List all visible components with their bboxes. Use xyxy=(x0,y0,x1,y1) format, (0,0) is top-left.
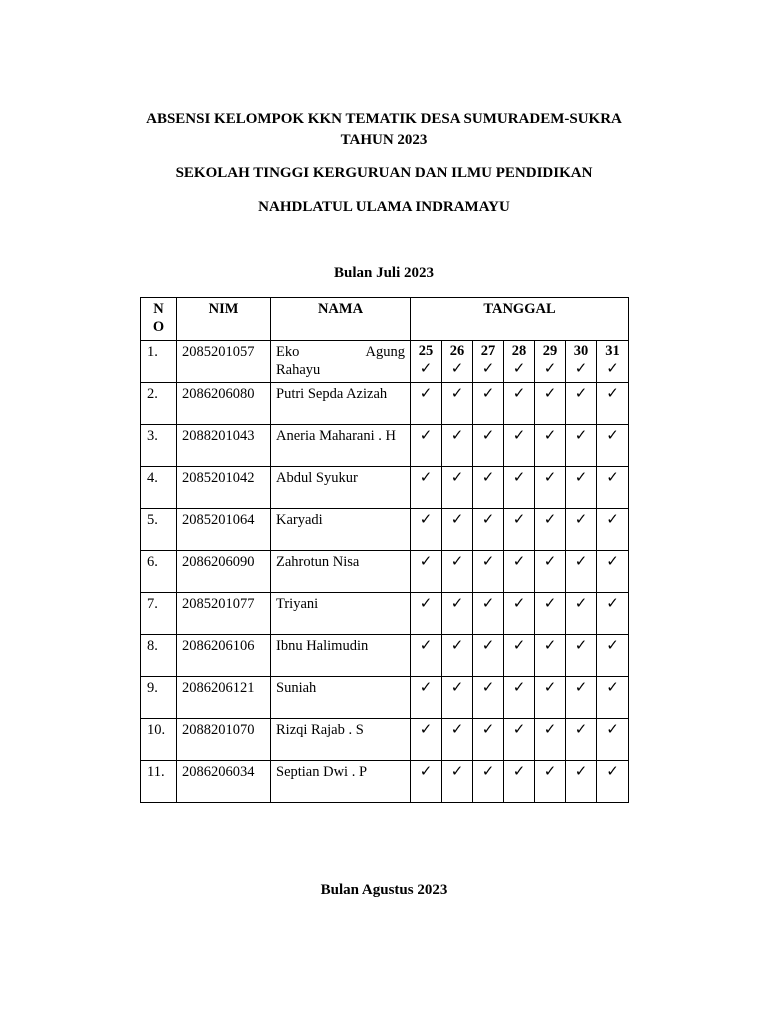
header-tanggal: TANGGAL xyxy=(411,298,629,341)
cell-attendance xyxy=(473,761,504,803)
cell-attendance xyxy=(535,341,566,383)
cell-nama: Ibnu Halimudin xyxy=(271,635,411,677)
cell-nim: 2086206121 xyxy=(177,677,271,719)
cell-nim: 2085201077 xyxy=(177,593,271,635)
cell-attendance xyxy=(597,509,629,551)
table-row xyxy=(141,383,629,425)
check-mark-icon: ✓ xyxy=(574,359,588,377)
table-row xyxy=(141,425,629,467)
cell-no: 8. xyxy=(141,635,177,677)
header-nama: NAMA xyxy=(271,298,411,341)
document-title xyxy=(0,109,768,151)
check-mark-icon: ✓ xyxy=(419,762,433,780)
check-mark-icon: ✓ xyxy=(419,678,433,696)
cell-attendance xyxy=(597,467,629,509)
cell-attendance xyxy=(504,677,535,719)
check-mark-icon: ✓ xyxy=(419,468,433,486)
date-label: 25 xyxy=(418,343,434,359)
cell-attendance xyxy=(442,467,473,509)
check-mark-icon: ✓ xyxy=(512,510,526,528)
check-mark-icon: ✓ xyxy=(512,678,526,696)
check-mark-icon: ✓ xyxy=(481,678,495,696)
table-row xyxy=(141,551,629,593)
cell-attendance xyxy=(411,341,442,383)
cell-attendance xyxy=(473,719,504,761)
check-mark-icon: ✓ xyxy=(450,359,464,377)
date-label: 26 xyxy=(449,343,465,359)
cell-attendance xyxy=(566,761,597,803)
cell-attendance xyxy=(566,677,597,719)
cell-attendance xyxy=(504,719,535,761)
check-mark-icon: ✓ xyxy=(481,552,495,570)
cell-attendance xyxy=(504,509,535,551)
cell-attendance xyxy=(597,383,629,425)
check-mark-icon: ✓ xyxy=(574,426,588,444)
cell-nim: 2085201064 xyxy=(177,509,271,551)
table-header-row xyxy=(141,298,629,341)
check-mark-icon: ✓ xyxy=(574,762,588,780)
cell-no: 3. xyxy=(141,425,177,467)
nama-line-2: Rahayu xyxy=(276,362,321,378)
cell-nim: 2085201042 xyxy=(177,467,271,509)
cell-no: 1. xyxy=(141,341,177,383)
check-mark-icon: ✓ xyxy=(512,359,526,377)
check-mark-icon: ✓ xyxy=(512,720,526,738)
check-mark-icon: ✓ xyxy=(481,510,495,528)
cell-attendance xyxy=(535,467,566,509)
cell-nim: 2086206034 xyxy=(177,761,271,803)
check-mark-icon: ✓ xyxy=(481,636,495,654)
cell-attendance xyxy=(535,719,566,761)
check-mark-icon: ✓ xyxy=(450,426,464,444)
cell-attendance xyxy=(411,677,442,719)
attendance-table-body xyxy=(141,341,629,803)
table-row xyxy=(141,635,629,677)
check-mark-icon: ✓ xyxy=(574,678,588,696)
cell-attendance xyxy=(473,635,504,677)
cell-nama: Karyadi xyxy=(271,509,411,551)
check-mark-icon: ✓ xyxy=(481,426,495,444)
school-name-line-1: SEKOLAH TINGGI KERGURUAN DAN ILMU PENDIDIKAN xyxy=(175,165,593,181)
check-mark-icon: ✓ xyxy=(481,468,495,486)
cell-no: 6. xyxy=(141,551,177,593)
check-mark-icon: ✓ xyxy=(606,552,619,570)
table-row xyxy=(141,677,629,719)
cell-attendance xyxy=(411,509,442,551)
cell-attendance xyxy=(442,341,473,383)
cell-attendance xyxy=(597,761,629,803)
cell-attendance xyxy=(473,509,504,551)
check-mark-icon: ✓ xyxy=(606,468,619,486)
cell-attendance xyxy=(597,593,629,635)
cell-nama: Aneria Maharani . H xyxy=(271,425,411,467)
check-mark-icon: ✓ xyxy=(450,552,464,570)
check-mark-icon: ✓ xyxy=(512,762,526,780)
cell-nama: Suniah xyxy=(271,677,411,719)
cell-attendance xyxy=(504,761,535,803)
check-mark-icon: ✓ xyxy=(481,384,495,402)
date-label: 28 xyxy=(511,343,527,359)
table-row xyxy=(141,593,629,635)
cell-attendance xyxy=(566,341,597,383)
check-mark-icon: ✓ xyxy=(419,552,433,570)
date-label: 31 xyxy=(605,343,620,359)
cell-attendance xyxy=(504,383,535,425)
check-mark-icon: ✓ xyxy=(450,636,464,654)
cell-no: 11. xyxy=(141,761,177,803)
check-mark-icon: ✓ xyxy=(606,384,619,402)
check-mark-icon: ✓ xyxy=(606,426,619,444)
check-mark-icon: ✓ xyxy=(574,636,588,654)
cell-attendance xyxy=(597,677,629,719)
cell-nama: Abdul Syukur xyxy=(271,467,411,509)
cell-attendance xyxy=(411,719,442,761)
check-mark-icon: ✓ xyxy=(450,384,464,402)
check-mark-icon: ✓ xyxy=(574,552,588,570)
cell-attendance xyxy=(411,635,442,677)
check-mark-icon: ✓ xyxy=(574,468,588,486)
check-mark-icon: ✓ xyxy=(512,636,526,654)
cell-attendance xyxy=(442,425,473,467)
cell-attendance xyxy=(535,509,566,551)
cell-attendance xyxy=(535,593,566,635)
nama-word: Eko xyxy=(276,344,300,360)
cell-attendance xyxy=(442,551,473,593)
check-mark-icon: ✓ xyxy=(543,468,557,486)
cell-nim: 2086206106 xyxy=(177,635,271,677)
cell-attendance xyxy=(411,425,442,467)
cell-attendance xyxy=(473,341,504,383)
check-mark-icon: ✓ xyxy=(450,720,464,738)
check-mark-icon: ✓ xyxy=(450,468,464,486)
cell-nim: 2086206080 xyxy=(177,383,271,425)
table-row xyxy=(141,341,629,383)
check-mark-icon: ✓ xyxy=(574,594,588,612)
check-mark-icon: ✓ xyxy=(450,678,464,696)
check-mark-icon: ✓ xyxy=(606,762,619,780)
cell-nim: 2088201043 xyxy=(177,425,271,467)
cell-no: 10. xyxy=(141,719,177,761)
cell-attendance xyxy=(535,383,566,425)
table-row xyxy=(141,719,629,761)
cell-attendance xyxy=(504,635,535,677)
check-mark-icon: ✓ xyxy=(450,510,464,528)
month-label-july: Bulan Juli 2023 xyxy=(333,265,435,281)
attendance-table xyxy=(140,297,629,803)
cell-attendance xyxy=(504,593,535,635)
cell-nama: Putri Sepda Azizah xyxy=(271,383,411,425)
check-mark-icon: ✓ xyxy=(481,594,495,612)
cell-attendance xyxy=(566,719,597,761)
check-mark-icon: ✓ xyxy=(481,762,495,780)
cell-attendance xyxy=(473,677,504,719)
cell-nama: Rizqi Rajab . S xyxy=(271,719,411,761)
check-mark-icon: ✓ xyxy=(606,720,619,738)
date-label: 27 xyxy=(480,343,496,359)
check-mark-icon: ✓ xyxy=(543,762,557,780)
cell-attendance xyxy=(442,761,473,803)
cell-attendance xyxy=(411,761,442,803)
cell-no: 4. xyxy=(141,467,177,509)
cell-attendance xyxy=(566,425,597,467)
check-mark-icon: ✓ xyxy=(419,510,433,528)
check-mark-icon: ✓ xyxy=(512,468,526,486)
cell-attendance xyxy=(597,341,629,383)
cell-attendance xyxy=(473,593,504,635)
title-line-1: ABSENSI KELOMPOK KKN TEMATIK DESA SUMURADEM-SUKRA xyxy=(146,111,622,127)
cell-attendance xyxy=(473,467,504,509)
cell-attendance xyxy=(597,425,629,467)
check-mark-icon: ✓ xyxy=(419,359,433,377)
cell-attendance xyxy=(597,719,629,761)
cell-attendance xyxy=(535,551,566,593)
check-mark-icon: ✓ xyxy=(606,636,619,654)
check-mark-icon: ✓ xyxy=(450,762,464,780)
cell-attendance xyxy=(535,761,566,803)
cell-attendance xyxy=(566,551,597,593)
cell-attendance xyxy=(597,551,629,593)
cell-attendance xyxy=(535,425,566,467)
cell-attendance xyxy=(535,677,566,719)
cell-no: 2. xyxy=(141,383,177,425)
check-mark-icon: ✓ xyxy=(419,636,433,654)
cell-attendance xyxy=(535,635,566,677)
cell-attendance xyxy=(566,635,597,677)
check-mark-icon: ✓ xyxy=(481,359,495,377)
check-mark-icon: ✓ xyxy=(543,720,557,738)
check-mark-icon: ✓ xyxy=(543,510,557,528)
month-label-august: Bulan Agustus 2023 xyxy=(320,882,448,898)
check-mark-icon: ✓ xyxy=(512,594,526,612)
check-mark-icon: ✓ xyxy=(606,359,619,377)
cell-attendance xyxy=(442,383,473,425)
check-mark-icon: ✓ xyxy=(543,594,557,612)
check-mark-icon: ✓ xyxy=(574,720,588,738)
header-nim: NIM xyxy=(177,298,271,341)
cell-attendance xyxy=(504,425,535,467)
check-mark-icon: ✓ xyxy=(543,678,557,696)
check-mark-icon: ✓ xyxy=(543,426,557,444)
cell-nama: Septian Dwi . P xyxy=(271,761,411,803)
cell-no: 7. xyxy=(141,593,177,635)
cell-attendance xyxy=(411,383,442,425)
check-mark-icon: ✓ xyxy=(512,384,526,402)
date-label: 29 xyxy=(542,343,558,359)
cell-attendance xyxy=(504,551,535,593)
check-mark-icon: ✓ xyxy=(419,384,433,402)
nama-line-1 xyxy=(276,343,405,361)
cell-attendance xyxy=(473,383,504,425)
cell-attendance xyxy=(442,509,473,551)
cell-attendance xyxy=(442,635,473,677)
cell-nama: Zahrotun Nisa xyxy=(271,551,411,593)
table-row xyxy=(141,761,629,803)
cell-attendance xyxy=(411,551,442,593)
cell-no: 5. xyxy=(141,509,177,551)
cell-nama xyxy=(271,341,411,383)
cell-attendance xyxy=(411,593,442,635)
school-name-line-2: NAHDLATUL ULAMA INDRAMAYU xyxy=(258,199,510,215)
check-mark-icon: ✓ xyxy=(419,594,433,612)
cell-attendance xyxy=(597,635,629,677)
cell-nim: 2085201057 xyxy=(177,341,271,383)
check-mark-icon: ✓ xyxy=(512,552,526,570)
cell-attendance xyxy=(411,467,442,509)
check-mark-icon: ✓ xyxy=(450,594,464,612)
check-mark-icon: ✓ xyxy=(543,552,557,570)
cell-no: 9. xyxy=(141,677,177,719)
cell-attendance xyxy=(442,677,473,719)
cell-nim: 2086206090 xyxy=(177,551,271,593)
cell-attendance xyxy=(473,425,504,467)
date-label: 30 xyxy=(573,343,589,359)
check-mark-icon: ✓ xyxy=(606,678,619,696)
cell-nim: 2088201070 xyxy=(177,719,271,761)
check-mark-icon: ✓ xyxy=(419,720,433,738)
cell-nama: Triyani xyxy=(271,593,411,635)
check-mark-icon: ✓ xyxy=(481,720,495,738)
header-no: N O xyxy=(141,298,177,341)
nama-word: Agung xyxy=(365,344,405,360)
check-mark-icon: ✓ xyxy=(574,384,588,402)
title-line-2: TAHUN 2023 xyxy=(340,132,428,148)
check-mark-icon: ✓ xyxy=(543,636,557,654)
check-mark-icon: ✓ xyxy=(512,426,526,444)
cell-attendance xyxy=(473,551,504,593)
cell-attendance xyxy=(566,509,597,551)
cell-attendance xyxy=(566,593,597,635)
cell-attendance xyxy=(504,341,535,383)
cell-attendance xyxy=(442,719,473,761)
cell-attendance xyxy=(566,467,597,509)
check-mark-icon: ✓ xyxy=(606,594,619,612)
check-mark-icon: ✓ xyxy=(574,510,588,528)
cell-attendance xyxy=(504,467,535,509)
check-mark-icon: ✓ xyxy=(543,359,557,377)
table-row xyxy=(141,467,629,509)
check-mark-icon: ✓ xyxy=(543,384,557,402)
cell-attendance xyxy=(566,383,597,425)
check-mark-icon: ✓ xyxy=(606,510,619,528)
table-row xyxy=(141,509,629,551)
check-mark-icon: ✓ xyxy=(419,426,433,444)
cell-attendance xyxy=(442,593,473,635)
